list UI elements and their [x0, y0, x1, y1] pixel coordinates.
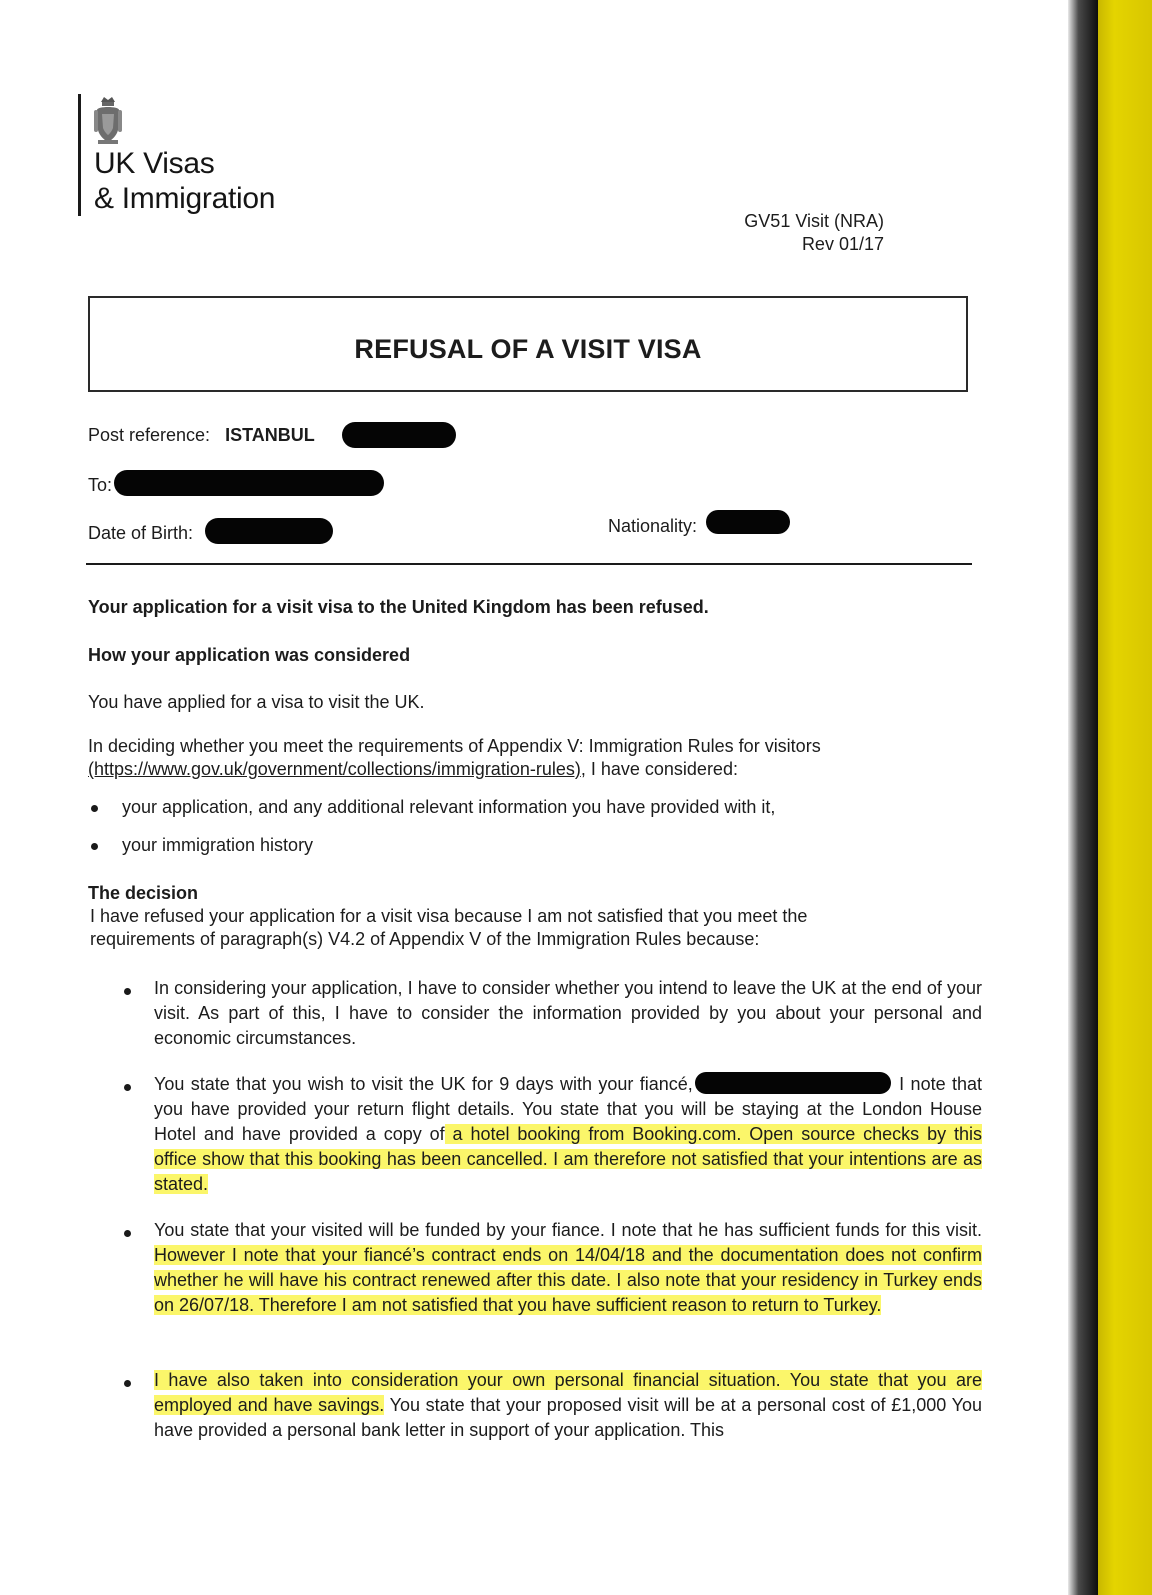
reason-4 [154, 1368, 982, 1443]
immigration-rules-link[interactable]: (https://www.gov.uk/government/collections/immigration-rules) [88, 759, 581, 779]
bullet-dot [91, 843, 98, 850]
considered-heading: How your application was considered [88, 645, 411, 665]
form-code: GV51 Visit (NRA) [744, 211, 884, 231]
applied-text: You have applied for a visa to visit the UK. [88, 692, 425, 712]
reason-2 [154, 1072, 982, 1197]
redaction-nationality [706, 510, 790, 534]
section-divider [86, 563, 972, 565]
dob-field [88, 523, 193, 544]
dob-label: Date of Birth: [88, 523, 194, 543]
form-revision: Rev 01/17 [801, 234, 884, 254]
deciding-text-1: In deciding whether you meet the requirements of Appendix V: Immigration Rules for visitors [88, 736, 821, 756]
post-reference-field [88, 425, 315, 446]
considered-item-1: your application, and any additional relevant information you have provided with it, [122, 797, 776, 817]
deciding-text-2: , I have considered: [580, 759, 738, 779]
decision-text: I have refused your application for a visit visa because I am not satisfied that you meet the requirements of paragraph(s) V4.2 of Appendix V of the Immigration Rules because: [90, 906, 808, 949]
reason-2-part-a: You state that you wish to visit the UK for 9 days with your fiancé, [154, 1074, 693, 1094]
bullet-dot [124, 1084, 131, 1091]
org-line-2: & Immigration [94, 182, 276, 215]
to-field [88, 475, 112, 496]
reason-3-part-a: You state that your visited will be funded by your fiance. I note that he has sufficient funds for this visit. [154, 1220, 982, 1240]
reason-4-part-b: You state that your proposed visit will be at a personal cost of £1,000 You have provided a personal bank letter in support of your application. This [154, 1395, 982, 1440]
post-reference-label: Post reference: [88, 425, 211, 445]
bullet-dot [124, 1230, 131, 1237]
form-reference [744, 210, 884, 256]
bullet-dot [124, 1380, 131, 1387]
deciding-paragraph [88, 735, 968, 781]
redaction-fiance-name [695, 1072, 891, 1094]
reason-3 [154, 1218, 982, 1318]
document-title: REFUSAL OF A VISIT VISA [354, 334, 702, 364]
yellow-folder-edge [1098, 0, 1152, 1595]
bullet-dot [124, 988, 131, 995]
refused-statement: Your application for a visit visa to the United Kingdom has been refused. [88, 597, 709, 617]
considered-item-2: your immigration history [122, 835, 314, 855]
nationality-field [608, 516, 697, 537]
post-reference-value: ISTANBUL [225, 425, 315, 445]
organisation-name [94, 146, 275, 216]
reason-4-highlight: I have also taken into consideration your own personal financial situation. You state that you are employed and have savings. [154, 1370, 982, 1415]
reason-2-highlight: a hotel booking from Booking.com. Open source checks by this office show that this booking has been cancelled. I am therefore not satisfied that your intentions are as stated. [154, 1124, 982, 1194]
scan-edge-shadow [1068, 0, 1098, 1595]
logo-divider-line [78, 94, 81, 216]
reason-1: In considering your application, I have to consider whether you intend to leave the UK at the end of your visit. As part of this, I have to consider the information provided by you about your personal and economic circumstances. [154, 978, 982, 1048]
redaction-post-reference [342, 422, 456, 448]
redaction-dob [205, 518, 333, 544]
reason-3-highlight: However I note that your fiancé’s contract ends on 14/04/18 and the documentation does not confirm whether he will have his contract renewed after this date. I also note that your residency in Turkey ends on 26/07/18. Therefore I am not satisfied that you have sufficient reason to return to Turkey. [154, 1245, 982, 1315]
decision-heading: The decision [88, 883, 199, 903]
nationality-label: Nationality: [608, 516, 698, 536]
org-line-1: UK Visas [94, 147, 215, 180]
redaction-to [114, 470, 384, 496]
royal-crest-icon [92, 96, 124, 146]
to-label: To: [88, 475, 113, 495]
reason-2-part-b: I note that you have provided your return flight details. You state that you will be staying at the London House Hotel and have provided a copy of [154, 1074, 982, 1144]
title-box [88, 296, 968, 392]
bullet-dot [91, 805, 98, 812]
